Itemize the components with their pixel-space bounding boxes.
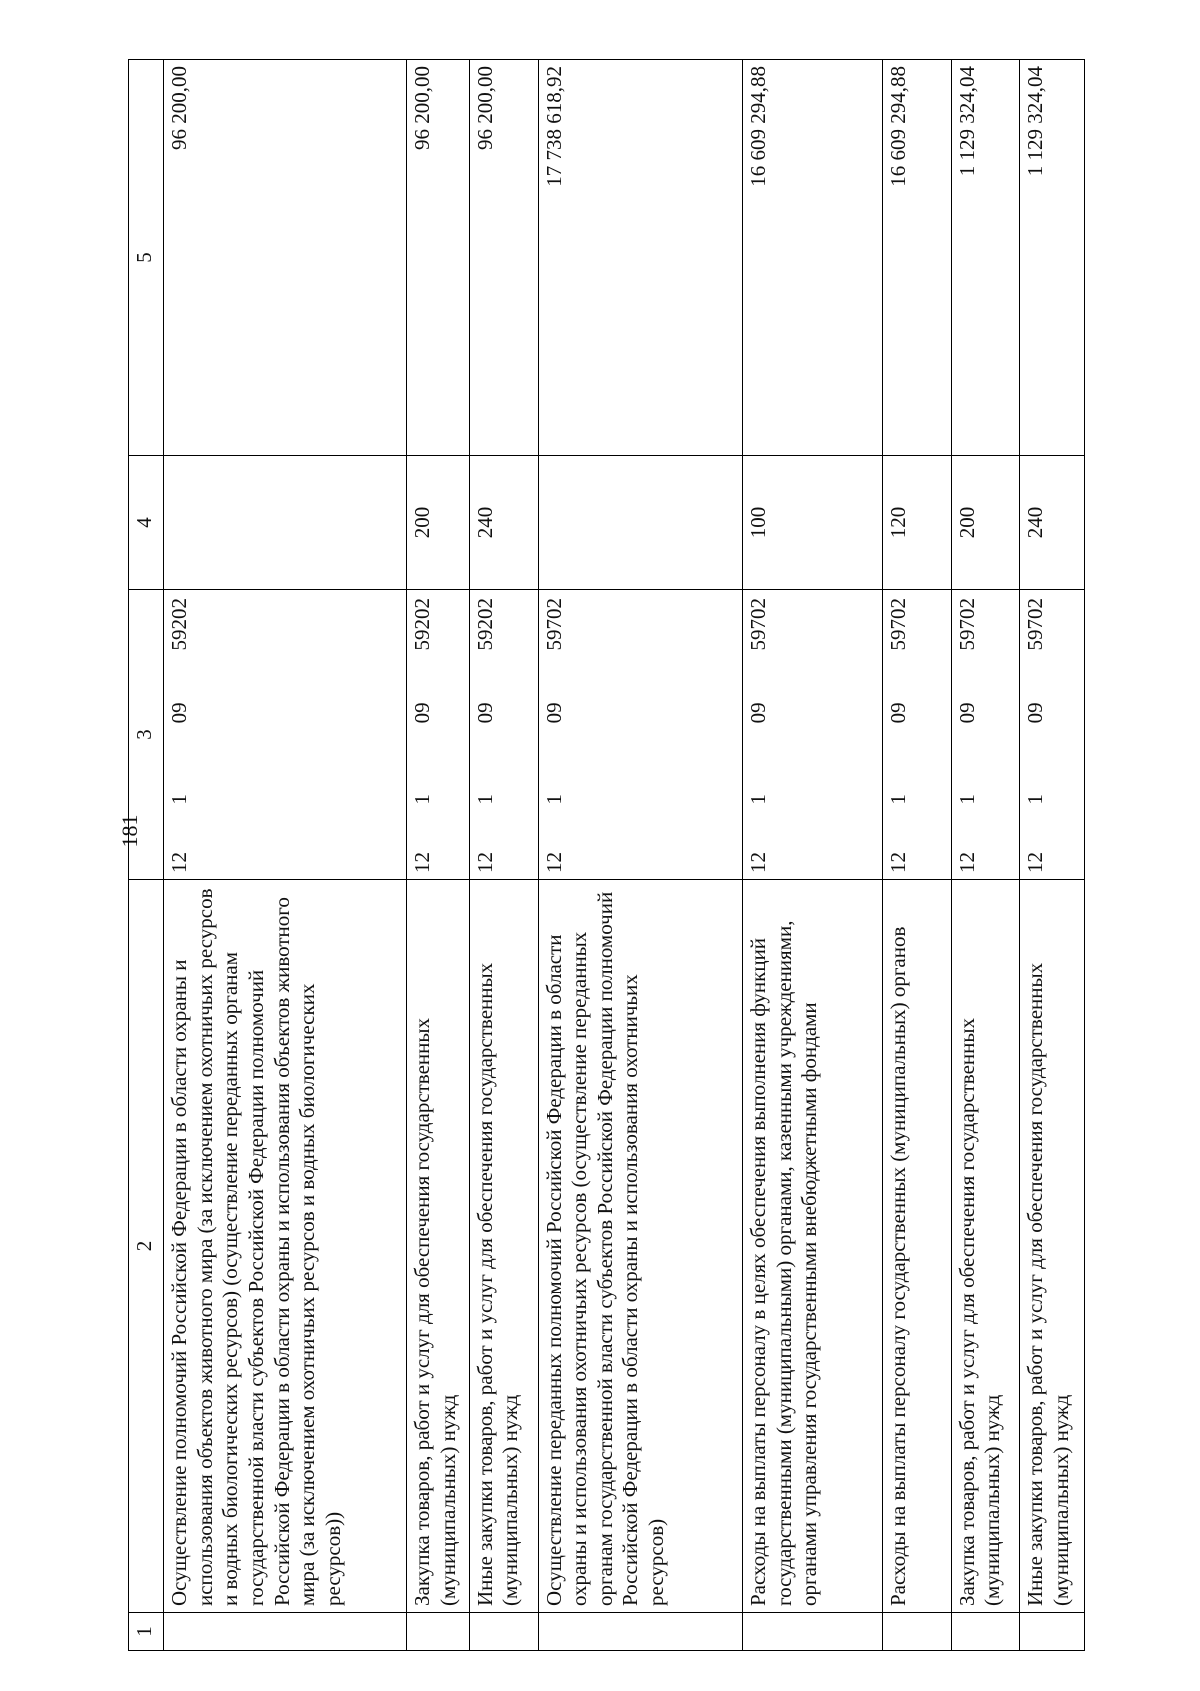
table-row — [538, 60, 742, 1651]
row-vr — [538, 456, 742, 590]
row-code — [951, 590, 1020, 880]
row-name: Осуществление переданных полномочий Российской Федерации в области охраны и использования охотничьих ресурсов (осуществление переданных органам государственной власти субъектов Российской Федерации полномочий Российской Федерации в области охраны и использования охотничьих ресурсов) — [538, 880, 742, 1613]
code-part: 12 — [954, 852, 979, 873]
row-number-cell — [407, 1613, 470, 1651]
row-code — [882, 590, 951, 880]
row-number-cell — [1020, 1613, 1085, 1651]
table-row — [1020, 60, 1085, 1651]
code-part: 09 — [541, 702, 566, 724]
row-name: Расходы на выплаты персоналу в целях обеспечения выполнения функций государственными (муниципальными) органами, казенными учреждениями, органами управления государственными внебюджетными фондами — [742, 880, 882, 1613]
row-amount: 1 129 324,04 — [1020, 60, 1085, 456]
code-part: 09 — [745, 702, 770, 724]
row-vr: 200 — [951, 456, 1020, 590]
code-part: 59702 — [745, 598, 770, 651]
code-part: 1 — [745, 794, 770, 805]
table-row — [469, 60, 538, 1651]
code-part: 12 — [472, 852, 497, 873]
row-code — [469, 590, 538, 880]
row-vr: 240 — [469, 456, 538, 590]
code-part: 59702 — [954, 598, 979, 651]
row-vr — [164, 456, 407, 590]
code-part: 12 — [167, 852, 192, 873]
row-number-cell — [882, 1613, 951, 1651]
code-part: 1 — [472, 794, 497, 805]
table-row — [164, 60, 407, 1651]
code-part: 1 — [167, 794, 192, 805]
code-part: 59202 — [167, 598, 192, 651]
code-part: 12 — [541, 852, 566, 873]
code-part: 59702 — [1023, 598, 1048, 651]
header-col-3: 3 — [129, 590, 164, 880]
table-row — [951, 60, 1020, 1651]
budget-table — [128, 59, 1085, 1651]
row-vr: 200 — [407, 456, 470, 590]
row-number-cell — [469, 1613, 538, 1651]
table-row — [882, 60, 951, 1651]
code-part: 12 — [745, 852, 770, 873]
row-vr: 120 — [882, 456, 951, 590]
row-amount: 96 200,00 — [407, 60, 470, 456]
header-col-1: 1 — [129, 1613, 164, 1651]
row-number-cell — [742, 1613, 882, 1651]
header-col-4: 4 — [129, 456, 164, 590]
table-row — [742, 60, 882, 1651]
row-name: Иные закупки товаров, работ и услуг для обеспечения государственных (муниципальных) нужд — [1020, 880, 1085, 1613]
code-part: 1 — [954, 794, 979, 805]
code-part: 59202 — [472, 598, 497, 651]
header-col-2: 2 — [129, 880, 164, 1613]
row-vr: 100 — [742, 456, 882, 590]
code-part: 09 — [885, 702, 910, 724]
header-col-5: 5 — [129, 60, 164, 456]
code-part: 1 — [1023, 794, 1048, 805]
row-code — [164, 590, 407, 880]
header-row — [129, 60, 164, 1651]
row-amount: 96 200,00 — [164, 60, 407, 456]
code-part: 59202 — [410, 598, 435, 651]
row-name: Осуществление полномочий Российской Федерации в области охраны и использования объектов животного мира (за исключением охотничьих ресурсов и водных биологических ресурсов) (осуществление переданных органам государственной власти субъектов Российской Федерации полномочий Российской Федерации в области охраны и использования объектов животного мира (за исключением охотничьих ресурсов и водных биологических ресурсов)) — [164, 880, 407, 1613]
row-name: Закупка товаров, работ и услуг для обеспечения государственных (муниципальных) нужд — [951, 880, 1020, 1613]
row-number-cell — [951, 1613, 1020, 1651]
row-name: Закупка товаров, работ и услуг для обеспечения государственных (муниципальных) нужд — [407, 880, 470, 1613]
code-part: 59702 — [541, 598, 566, 651]
code-part: 12 — [410, 852, 435, 873]
code-part: 59702 — [885, 598, 910, 651]
page-number: 181 — [117, 814, 142, 848]
row-code — [1020, 590, 1085, 880]
code-part: 1 — [410, 794, 435, 805]
rotated-table-container — [128, 60, 1085, 1651]
table-row — [407, 60, 470, 1651]
row-code — [742, 590, 882, 880]
code-part: 1 — [885, 794, 910, 805]
code-part: 12 — [885, 852, 910, 873]
row-amount: 96 200,00 — [469, 60, 538, 456]
row-amount: 1 129 324,04 — [951, 60, 1020, 456]
row-amount: 16 609 294,88 — [882, 60, 951, 456]
row-amount: 16 609 294,88 — [742, 60, 882, 456]
code-part: 09 — [1023, 702, 1048, 724]
code-part: 09 — [954, 702, 979, 724]
row-number-cell — [538, 1613, 742, 1651]
code-part: 09 — [472, 702, 497, 724]
row-number-cell — [164, 1613, 407, 1651]
row-code — [538, 590, 742, 880]
row-code — [407, 590, 470, 880]
row-name: Расходы на выплаты персоналу государственных (муниципальных) органов — [882, 880, 951, 1613]
code-part: 09 — [410, 702, 435, 724]
row-name: Иные закупки товаров, работ и услуг для обеспечения государственных (муниципальных) нужд — [469, 880, 538, 1613]
code-part: 12 — [1023, 852, 1048, 873]
code-part: 09 — [167, 702, 192, 724]
row-amount: 17 738 618,92 — [538, 60, 742, 456]
code-part: 1 — [541, 794, 566, 805]
row-vr: 240 — [1020, 456, 1085, 590]
